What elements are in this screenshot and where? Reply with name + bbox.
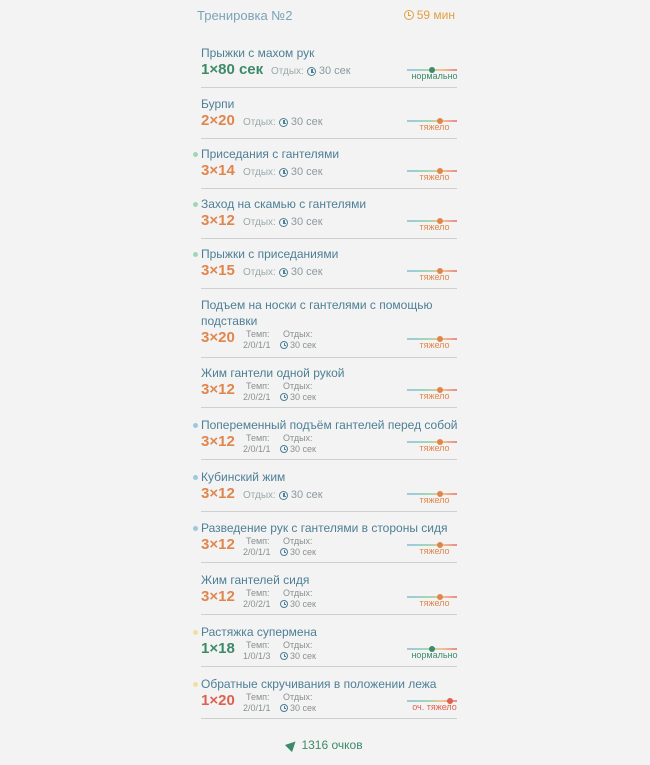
exercise-sets: 3×12 [201, 588, 235, 605]
exercise-name: Жим гантелей сидя [201, 573, 310, 587]
tempo-value: 2/0/2/1 [243, 599, 271, 609]
divider [201, 87, 457, 88]
clock-icon [280, 704, 288, 712]
rest-label: Отдых: [283, 640, 313, 650]
rest-value: 30 сек [290, 266, 323, 278]
clock-icon [280, 341, 288, 349]
clock-icon [279, 218, 288, 227]
divider [201, 511, 457, 512]
rest-label: Отдых: [283, 433, 313, 443]
tempo-label: Темп: [246, 329, 270, 339]
rest-label: Отдых: [243, 216, 276, 228]
workout-header [197, 8, 455, 24]
rest-info [280, 640, 316, 662]
divider [201, 666, 457, 667]
duration-value: 59 мин [416, 8, 455, 22]
difficulty-label: тяжело [419, 122, 450, 132]
tempo-info [243, 329, 271, 351]
group-dot [193, 252, 198, 257]
rest-label: Отдых: [243, 166, 276, 178]
rest-label: Отдых: [283, 692, 313, 702]
clock-icon [279, 168, 288, 177]
rest-value: 30 сек [290, 547, 316, 557]
rest-info [243, 166, 323, 178]
exercise-sets: 1×18 [201, 640, 235, 657]
exercise-sets: 3×12 [201, 536, 235, 553]
rest-info [243, 116, 323, 128]
tempo-info [243, 536, 271, 558]
tempo-info [243, 588, 271, 610]
workout-duration [404, 8, 455, 22]
rest-label: Отдых: [283, 329, 313, 339]
rest-info [280, 692, 316, 714]
rest-label: Отдых: [243, 116, 276, 128]
exercise-sets: 3×12 [201, 433, 235, 450]
exercise-name: Прыжки с махом рук [201, 46, 315, 60]
exercise-sets: 3×12 [201, 485, 235, 502]
exercise-name: Заход на скамью с гантелями [201, 197, 367, 211]
clock-icon [279, 118, 288, 127]
exercise-name: Прыжки с приседаниями [201, 247, 339, 261]
tempo-value: 1/0/1/3 [243, 651, 271, 661]
exercise-name: Растяжка супермена [201, 625, 317, 639]
exercise-sets: 3×12 [201, 381, 235, 398]
difficulty-label: нормально [411, 650, 458, 660]
rest-value: 30 сек [290, 599, 316, 609]
tempo-value: 2/0/1/1 [243, 547, 271, 557]
difficulty-label: нормально [411, 71, 458, 81]
rest-value: 30 сек [290, 651, 316, 661]
exercise-sets: 3×14 [201, 162, 235, 179]
rest-info [271, 65, 351, 77]
exercise-sets: 1×80 сек [201, 61, 264, 78]
exercise-name: Разведение рук с гантелями в стороны сидя [201, 521, 448, 535]
tempo-label: Темп: [246, 433, 270, 443]
workout-title: Тренировка №2 [197, 8, 293, 23]
rest-info [243, 489, 323, 501]
tempo-value: 2/0/1/1 [243, 340, 271, 350]
difficulty-label: тяжело [419, 222, 450, 232]
tempo-value: 2/0/1/1 [243, 703, 271, 713]
tempo-label: Темп: [246, 536, 270, 546]
difficulty-label: тяжело [419, 172, 450, 182]
clock-icon [280, 548, 288, 556]
group-dot [193, 630, 198, 635]
difficulty-label: тяжело [419, 340, 450, 350]
rest-value: 30 сек [290, 340, 316, 350]
tempo-info [243, 640, 271, 662]
group-dot [193, 152, 198, 157]
group-dot [193, 682, 198, 687]
points-value: 1316 очков [301, 738, 363, 752]
exercise-name: Кубинский жим [201, 470, 286, 484]
tempo-label: Темп: [246, 692, 270, 702]
rest-value: 30 сек [290, 116, 323, 128]
rest-value: 30 сек [290, 166, 323, 178]
difficulty-label: тяжело [419, 391, 450, 401]
tempo-info [243, 381, 271, 403]
difficulty-label: тяжело [419, 546, 450, 556]
rest-value: 30 сек [318, 65, 351, 77]
rest-value: 30 сек [290, 392, 316, 402]
exercise-sets: 3×15 [201, 262, 235, 279]
rest-info [280, 329, 316, 351]
exercise-sets: 1×20 [201, 692, 235, 709]
rest-info [280, 381, 316, 403]
rest-label: Отдых: [243, 266, 276, 278]
rest-info [280, 588, 316, 610]
rest-label: Отдых: [283, 588, 313, 598]
divider [201, 459, 457, 460]
clock-icon [279, 491, 288, 500]
difficulty-label: оч. тяжело [412, 702, 457, 712]
rest-value: 30 сек [290, 489, 323, 501]
points-footer [0, 738, 650, 752]
rest-info [280, 433, 316, 455]
clock-icon [280, 652, 288, 660]
clock-icon [404, 10, 414, 20]
rest-info [243, 266, 323, 278]
clock-icon [279, 268, 288, 277]
divider [201, 614, 457, 615]
tempo-value: 2/0/1/1 [243, 444, 271, 454]
exercise-sets: 2×20 [201, 112, 235, 129]
exercise-name: Попеременный подъём гантелей перед собой [201, 418, 458, 432]
difficulty-label: тяжело [419, 495, 450, 505]
divider [201, 562, 457, 563]
rest-label: Отдых: [243, 489, 276, 501]
tempo-label: Темп: [246, 640, 270, 650]
rest-info [280, 536, 316, 558]
exercise-name: Жим гантели одной рукой [201, 366, 345, 380]
divider [201, 407, 457, 408]
rest-value: 30 сек [290, 444, 316, 454]
tempo-value: 2/0/2/1 [243, 392, 271, 402]
rest-label: Отдых: [283, 536, 313, 546]
exercise-name: Бурпи [201, 97, 235, 111]
exercise-sets: 3×12 [201, 212, 235, 229]
tempo-label: Темп: [246, 588, 270, 598]
clock-icon [280, 393, 288, 401]
exercise-name: Приседания с гантелями [201, 147, 340, 161]
clock-icon [280, 445, 288, 453]
divider [201, 188, 457, 189]
difficulty-label: тяжело [419, 598, 450, 608]
group-dot [193, 526, 198, 531]
group-dot [193, 475, 198, 480]
exercise-name: Обратные скручивания в положении лежа [201, 677, 437, 691]
rest-label: Отдых: [283, 381, 313, 391]
group-dot [193, 202, 198, 207]
difficulty-label: тяжело [419, 272, 450, 282]
divider [201, 718, 457, 719]
group-dot [193, 423, 198, 428]
exercise-name: Подъем на носки с гантелями с помощью подставки [201, 298, 433, 328]
difficulty-label: тяжело [419, 443, 450, 453]
exercise-sets: 3×20 [201, 329, 235, 346]
divider [201, 288, 457, 289]
divider [201, 238, 457, 239]
rocket-icon [285, 738, 299, 752]
divider [201, 357, 457, 358]
tempo-info [243, 692, 271, 714]
tempo-info [243, 433, 271, 455]
rest-value: 30 сек [290, 216, 323, 228]
clock-icon [307, 67, 316, 76]
tempo-label: Темп: [246, 381, 270, 391]
divider [201, 138, 457, 139]
rest-info [243, 216, 323, 228]
rest-label: Отдых: [271, 65, 304, 77]
rest-value: 30 сек [290, 703, 316, 713]
clock-icon [280, 600, 288, 608]
